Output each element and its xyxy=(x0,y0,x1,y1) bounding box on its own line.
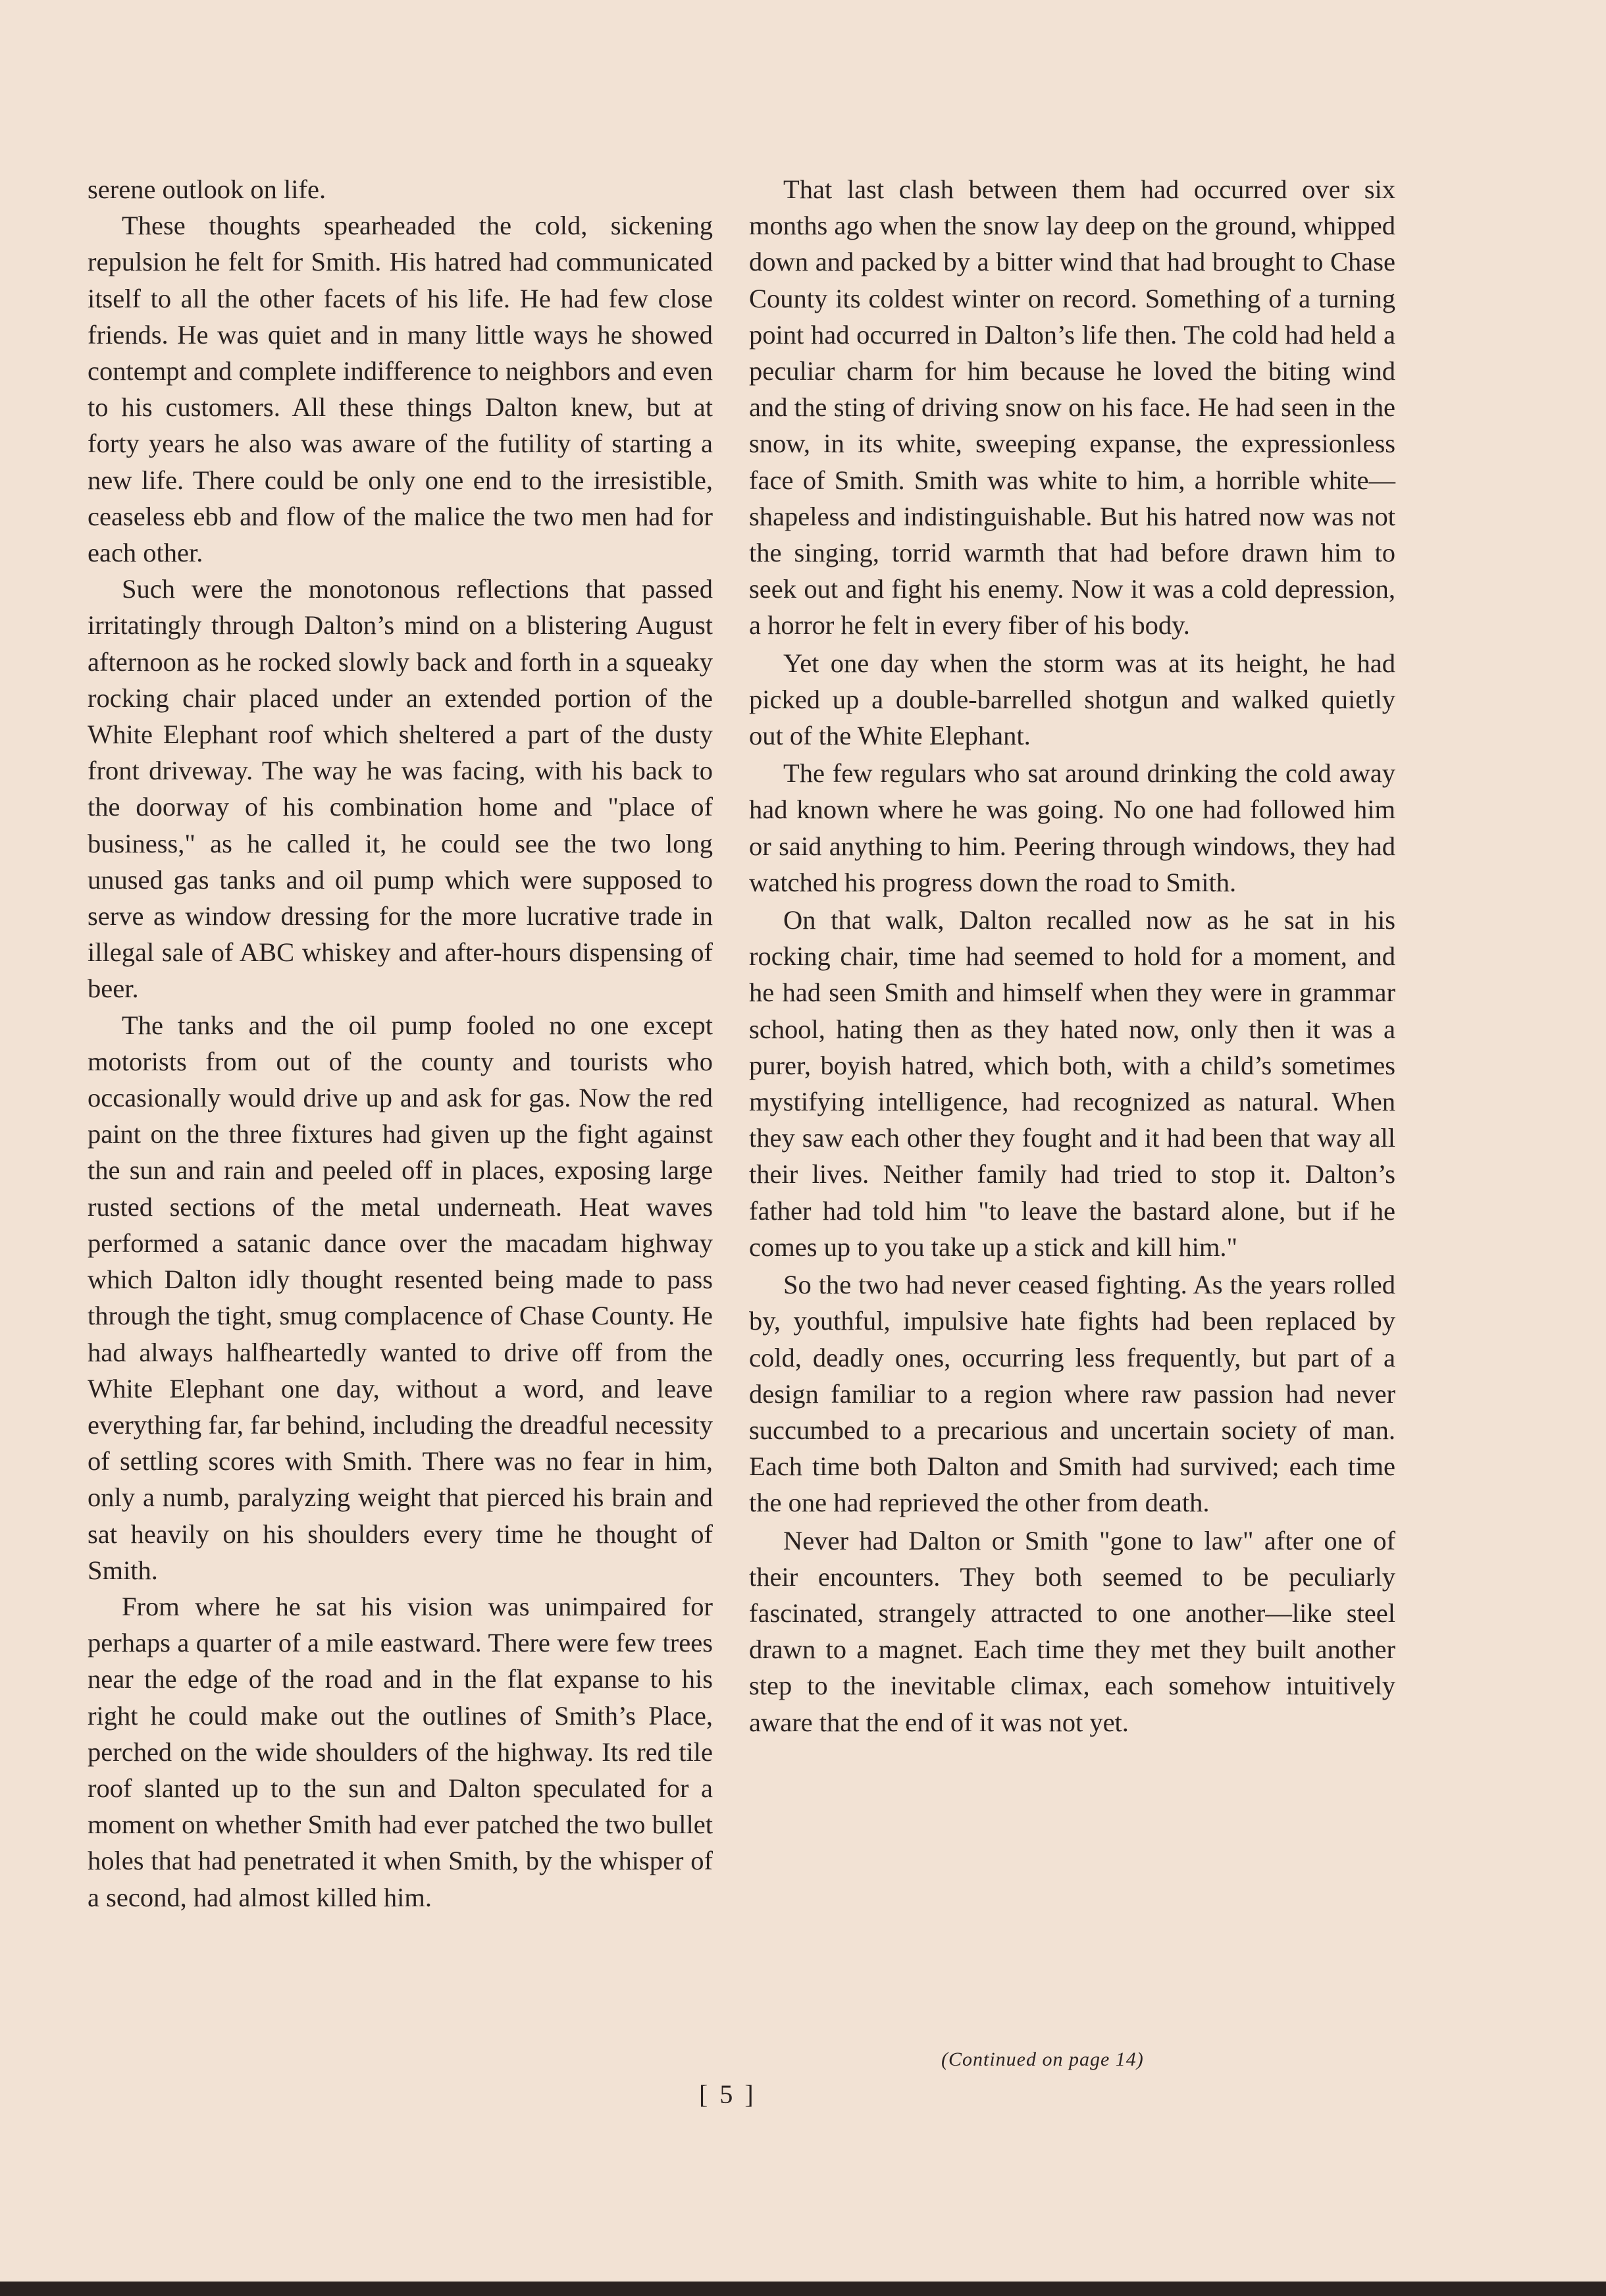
paragraph: serene outlook on life. xyxy=(88,174,326,204)
paragraph: Never had Dalton or Smith "gone to law" after one of their encounters. They both seemed to be peculiarly fascinated, strangely attracted to one another—like steel drawn to a magnet. Each time they met they built another step to the inevitable climax, each somehow intuitively aware that the end of it was not yet. xyxy=(749,1525,1395,1737)
paragraph: These thoughts spearheaded the cold, sickening repulsion he felt for Smith. His hatred had communicated itself to all the other facets of his life. He had few close friends. He was quiet and in many little ways he showed contempt and complete indifference to neighbors and even to his customers. All these things Dalton knew, but at forty years he also was aware of the futility of starting a new life. There could be only one end to the irresistible, ceaseless ebb and flow of the malice the two men had for each other. xyxy=(88,211,713,568)
page-bottom-edge xyxy=(0,2282,1606,2296)
paragraph: Such were the monotonous reflections that passed irritatingly through Dalton’s mind on a blistering August afternoon as he rocked slowly back and forth in a squeaky rocking chair placed under an extended portion of the White Elephant roof which sheltered a part of the dusty front driveway. The way he was facing, with his back to the doorway of his combination home and "place of business," as he called it, he could see the two long unused gas tanks and oil pump which were supposed to serve as window dressing for the more lucrative trade in illegal sale of ABC whiskey and after-hours dispensing of beer. xyxy=(88,574,713,1004)
paragraph: From where he sat his vision was unimpaired for perhaps a quarter of a mile eastward. There were few trees near the edge of the road and in the flat expanse to his right he could make out the outlines of Smith’s Place, perched on the wide shoulders of the highway. Its red tile roof slanted up to the sun and Dalton speculated for a moment on whether Smith had ever patched the two bullet holes that had penetrated it when Smith, by the whisper of a second, had almost killed him. xyxy=(88,1591,713,1912)
paragraph: The tanks and the oil pump fooled no one except motorists from out of the county and tourists who occasionally would drive up and ask for gas. Now the red paint on the three fixtures had given up the fight against the sun and rain and peeled off in places, exposing large rusted sections of the metal underneath. Heat waves performed a satanic dance over the macadam highway which Dalton idly thought resented being made to pass through the tight, smug complacence of Chase County. He had always halfheartedly wanted to drive off from the White Elephant one day, without a word, and leave everything far, far behind, including the dreadful necessity of settling scores with Smith. There was no fear in him, only a numb, paralyzing weight that pierced his brain and sat heavily on his shoulders every time he thought of Smith. xyxy=(88,1010,713,1585)
right-text-column xyxy=(749,171,1395,1740)
paragraph: So the two had never ceased fighting. As the years rolled by, youthful, impulsive hate fights had been replaced by cold, deadly ones, occurring less frequently, but part of a design familiar to a region where raw passion had never succumbed to a precarious and uncertain society of man. Each time both Dalton and Smith had survived; each time the one had reprieved the other from death. xyxy=(749,1270,1395,1518)
paragraph: The few regulars who sat around drinking the cold away had known where he was going. No one had followed him or said anything to him. Peering through windows, they had watched his progress down the road to Smith. xyxy=(749,758,1395,897)
paragraph: That last clash between them had occurred over six months ago when the snow lay deep on the ground, whipped down and packed by a bitter wind that had brought to Chase County its coldest winter on record. Something of a turning point had occurred in Dalton’s life then. The cold had held a peculiar charm for him because he loved the biting wind and the sting of driving snow on his face. He had seen in the snow, in its white, sweeping expanse, the expressionless face of Smith. Smith was white to him, a horrible white—shapeless and indistinguishable. But his hatred now was not the singing, torrid warmth that had before drawn him to seek out and fight his enemy. Now it was a cold depression, a horror he felt in every fiber of his body. xyxy=(749,174,1395,640)
page-number: [ 5 ] xyxy=(699,2079,756,2109)
continued-note: (Continued on page 14) xyxy=(941,2048,1144,2070)
left-text-column xyxy=(88,171,713,1916)
paragraph: On that walk, Dalton recalled now as he sat in his rocking chair, time had seemed to hold for a moment, and he had seen Smith and himself when they were in grammar school, hating then as they hated now, only then it was a purer, boyish hatred, which both, with a child’s sometimes mystifying intelligence, had recognized as natural. When they saw each other they fought and it had been that way all their lives. Neither family had tried to stop it. Dalton’s father had told him "to leave the bastard alone, but if he comes up to you take up a stick and kill him." xyxy=(749,905,1395,1262)
paragraph: Yet one day when the storm was at its height, he had picked up a double-barrelled shotgun and walked quietly out of the White Elephant. xyxy=(749,648,1395,751)
